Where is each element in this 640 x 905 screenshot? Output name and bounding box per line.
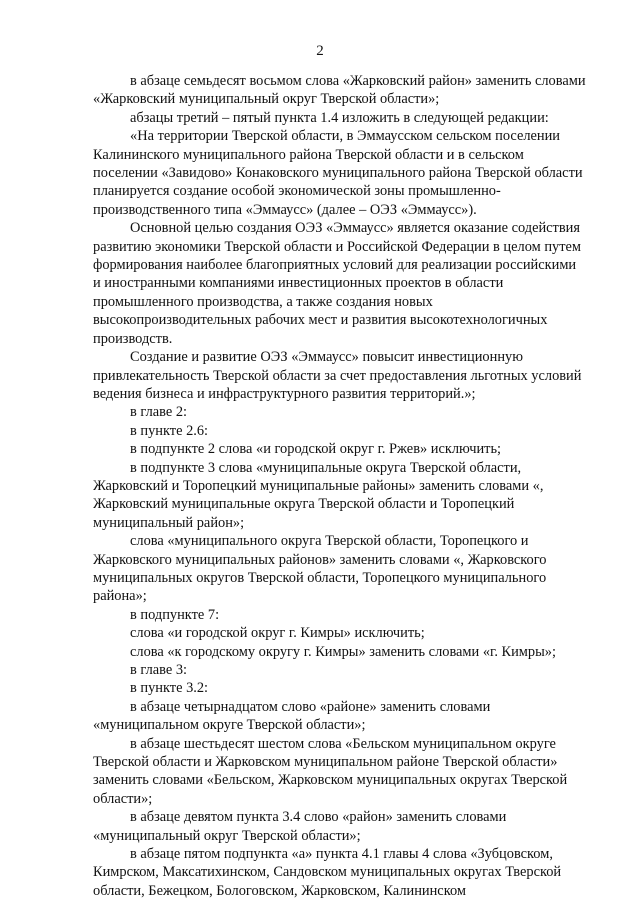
paragraph: в подпункте 7: [130, 606, 220, 623]
paragraph: в абзаце четырнадцатом слово «районе» заменить словами «муниципальном округе Тверской области»; [93, 698, 491, 734]
paragraph: слова «и городской округ г. Кимры» исключить; [130, 625, 425, 642]
document-body [93, 72, 587, 900]
paragraph: Основной целью создания ОЭЗ «Эммаусс» является оказание содействия развитию экономики Тверской области и Российской Федерации в целом путем формирования наиболее благоприятных условий для реализации российскими и иностранными компаниями инвестиционных проектов в области промышленного производства, а также создания новых высокопроизводительных рабочих мест и развития высокотехнологичных производств. [93, 220, 582, 347]
paragraph: в пункте 3.2: [130, 680, 209, 697]
paragraph: абзацы третий – пятый пункта 1.4 изложить в следующей редакции: [130, 109, 549, 126]
paragraph: в главе 2: [130, 404, 188, 421]
paragraph: в главе 3: [130, 662, 188, 678]
paragraph: «На территории Тверской области, в Эммаусском сельском поселении Калининского муниципального района Тверской области и в сельском поселении «Завидово» Конаковского муниципального района Тверской области планируется создание особой экономической зоны промышленно-производственного типа «Эммаусс» (далее – ОЭЗ «Эммаусс»). [93, 128, 583, 218]
paragraph: в абзаце шестьдесят шестом слова «Бельском муниципальном округе Тверской области и Жарковском муниципальном районе Тверской области» заменить словами «Бельском, Жарковском муниципальных округах Тверской области»; [93, 735, 568, 807]
paragraph: в подпункте 2 слова «и городской округ г. Ржев» исключить; [130, 441, 502, 458]
paragraph: в пункте 2.6: [130, 422, 209, 439]
paragraph: в абзаце пятом подпункта «а» пункта 4.1 главы 4 слова «Зубцовском, Кимрском, Максатихинском, Сандовском муниципальных округах Тверской области, Бежецком, Бологовском, Жарковском, Калининском [93, 846, 562, 899]
paragraph: в абзаце семьдесят восьмом слова «Жарковский район» заменить словами «Жарковский муниципальный округ Тверской области»; [93, 73, 586, 108]
paragraph: в подпункте 3 слова «муниципальные округа Тверской области, Жарковский и Торопецкий муниципальные районы» заменить словами «, Жарковский муниципальные округа Тверской области и Торопецкий муниципальный район»; [93, 459, 544, 531]
paragraph: Создание и развитие ОЭЗ «Эммаусс» повысит инвестиционную привлекательность Тверской области за счет предоставления льготных условий ведения бизнеса и инфраструктурного развития территорий.»; [93, 349, 582, 402]
paragraph: слова «к городскому округу г. Кимры» заменить словами «г. Кимры»; [130, 643, 556, 660]
paragraph: слова «муниципального округа Тверской области, Торопецкого и Жарковского муниципальных районов» заменить словами «, Жарковского муниципальных округов Тверской области, Торопецкого муниципального района»; [93, 533, 547, 605]
paragraph: в абзаце девятом пункта 3.4 слово «район» заменить словами «муниципальный округ Тверской области»; [93, 809, 507, 844]
page-number: 2 [316, 43, 324, 59]
